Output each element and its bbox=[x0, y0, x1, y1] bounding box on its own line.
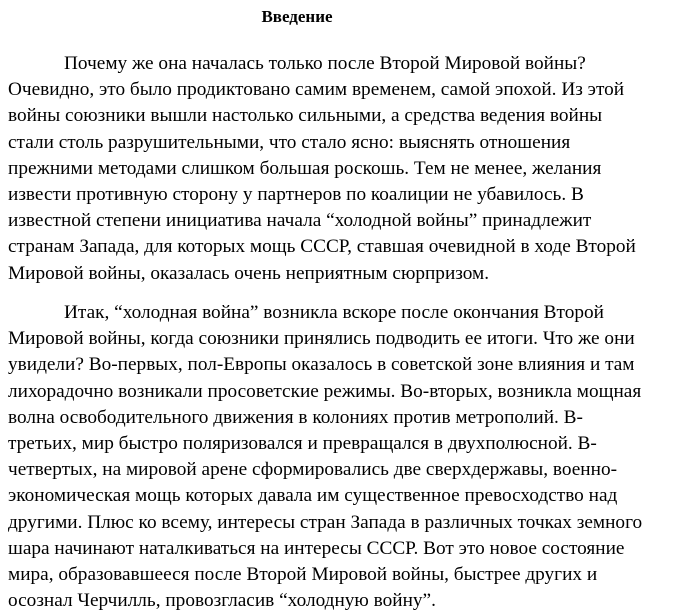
paragraph-line: шара начинают наталкиваться на интересы СССР. Вот это новое состояние bbox=[8, 537, 625, 559]
paragraph-line: Почему же она началась только после Второй Мировой войны? bbox=[64, 53, 586, 74]
paragraph-line: лихорадочно возникали просоветские режимы. Во-вторых, возникла мощная bbox=[8, 380, 642, 402]
paragraph-line: волна освободительного движения в колониях против метрополий. В- bbox=[8, 406, 583, 428]
paragraph-line: извести противную сторону у партнеров по коалиции не убавилось. В bbox=[8, 184, 584, 206]
paragraph-1 bbox=[8, 51, 676, 287]
paragraph-line: третьих, мир быстро поляризовался и превращался в двухполюсной. В- bbox=[8, 433, 597, 455]
paragraph-line: мира, образовавшееся после Второй Мировой войны, быстрее других и bbox=[8, 564, 598, 586]
paragraph-line: экономическая мощь которых давала им существенное превосходство над bbox=[8, 485, 618, 507]
paragraph-line: Итак, “холодная война” возникла вскоре после окончания Второй bbox=[64, 302, 604, 323]
paragraph-2 bbox=[8, 300, 676, 614]
paragraph-line: осознал Черчилль, провозгласив “холодную войну”. bbox=[8, 590, 436, 612]
paragraph-line: войны союзники вышли настолько сильными, а средства ведения войны bbox=[8, 105, 603, 127]
paragraph-line: увидели? Во-первых, пол-Европы оказалось в советской зоне влияния и там bbox=[8, 354, 635, 376]
paragraph-line: странам Запада, для которых мощь СССР, ставшая очевидной в ходе Второй bbox=[8, 236, 636, 258]
document-title: Введение bbox=[261, 7, 333, 26]
paragraph-line: прежними методами слишком большая роскошь. Тем не менее, желания bbox=[8, 157, 602, 179]
paragraph-line: Очевидно, это было продиктовано самим временем, самой эпохой. Из этой bbox=[8, 79, 625, 101]
paragraph-line: другими. Плюс ко всему, интересы стран Запада в различных точках земного bbox=[8, 511, 643, 533]
paragraph-line: Мировой войны, когда союзники принялись подводить ее итоги. Что же они bbox=[8, 328, 635, 350]
paragraph-line: Мировой войны, оказалась очень неприятным сюрпризом. bbox=[8, 262, 490, 284]
paragraph-line: четвертых, на мировой арене сформировались две сверхдержавы, военно- bbox=[8, 459, 618, 481]
paragraph-line: известной степени инициатива начала “холодной войны” принадлежит bbox=[8, 210, 592, 232]
paragraph-line: стали столь разрушительными, что стало ясно: выяснять отношения bbox=[8, 131, 571, 153]
